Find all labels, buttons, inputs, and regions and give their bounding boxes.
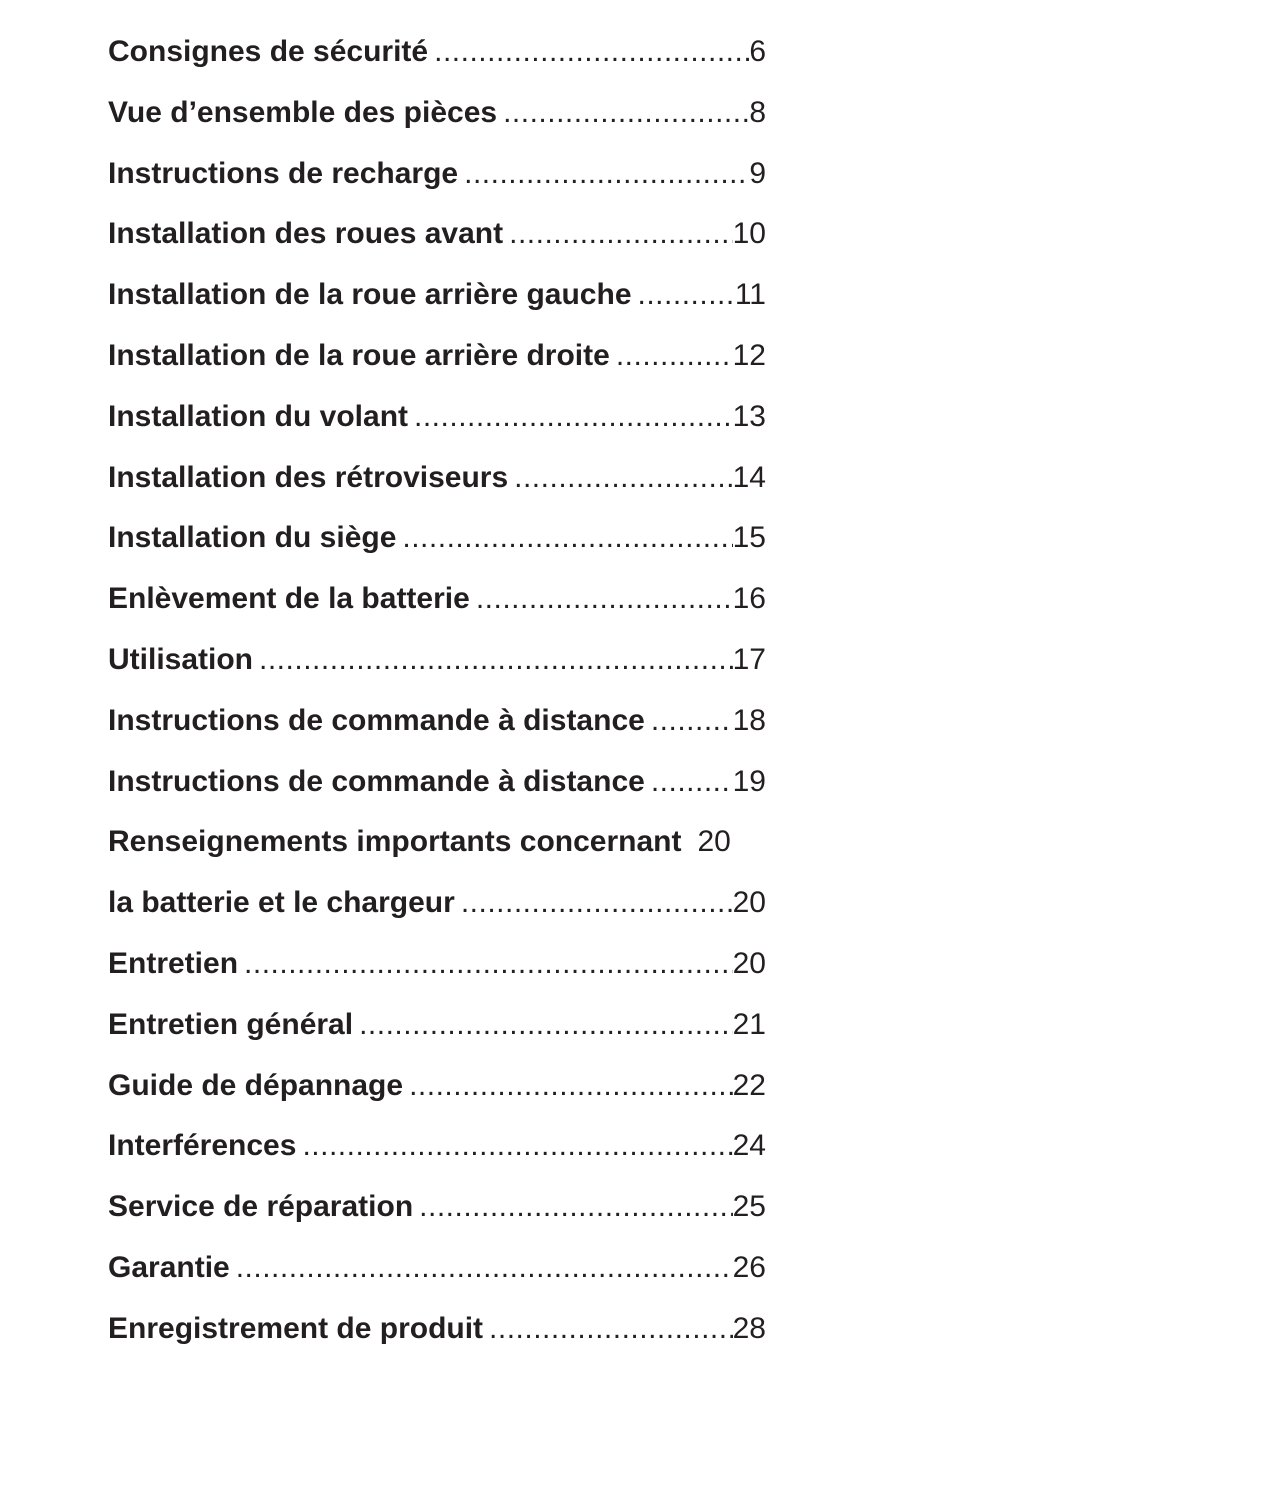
toc-entry[interactable] [108, 1002, 766, 1063]
toc-entry-page: 25 [732, 1190, 766, 1224]
toc-entry-page: 11 [734, 278, 766, 312]
toc-entry-title: Garantie [108, 1250, 230, 1284]
dot-leader [638, 272, 735, 318]
toc-entry[interactable] [108, 394, 766, 455]
dot-leader [302, 1123, 732, 1169]
toc-entry[interactable] [108, 1123, 766, 1184]
dot-leader [616, 333, 733, 379]
toc-entry-title: Renseignements importants concernant [108, 825, 682, 859]
dot-leader [409, 1063, 733, 1109]
dot-leader [464, 151, 749, 197]
toc-entry-page: 17 [732, 642, 766, 676]
toc-entry-page: 6 [749, 35, 766, 68]
toc-entry-page: 12 [732, 338, 766, 372]
toc-entry[interactable] [108, 333, 766, 394]
toc-entry-title: Utilisation [108, 642, 254, 676]
dot-leader [434, 29, 749, 75]
toc-entry-page: 21 [732, 1007, 766, 1041]
toc-entry-title: Installation des rétroviseurs [108, 460, 509, 494]
toc-entry[interactable] [108, 880, 766, 941]
dot-leader [359, 1002, 733, 1048]
toc-entry[interactable] [108, 576, 766, 637]
toc-entry[interactable] [108, 941, 766, 1002]
toc-entry-title: Entretien général [108, 1007, 354, 1041]
toc-entry-title: Interférences [108, 1129, 297, 1163]
toc-entry-title: Vue d’ensemble des pièces [108, 95, 498, 129]
dot-leader [503, 90, 749, 136]
toc-entry-page: 20 [732, 886, 766, 920]
toc-entry-title: Installation du volant [108, 399, 409, 433]
toc-entry[interactable] [108, 698, 766, 759]
toc-entry[interactable] [108, 819, 766, 880]
toc-entry[interactable] [108, 211, 766, 272]
toc-entry-page: 18 [732, 703, 766, 737]
toc-entry[interactable] [108, 637, 766, 698]
toc-entry-title: Service de réparation [108, 1190, 414, 1224]
toc-entry-page: 20 [697, 825, 731, 859]
toc-entry-page: 19 [732, 764, 766, 798]
toc-entry-page: 26 [732, 1250, 766, 1284]
toc-entry[interactable] [108, 759, 766, 820]
dot-leader [419, 1184, 732, 1230]
toc-entry[interactable] [108, 455, 766, 516]
toc-entry-page: 16 [732, 582, 766, 616]
toc-entry[interactable] [108, 90, 766, 151]
toc-entry-title: Enlèvement de la batterie [108, 582, 470, 616]
toc-entry-page: 13 [732, 399, 766, 433]
dot-leader [514, 455, 732, 501]
toc-entry-page: 14 [732, 460, 766, 494]
toc-entry-page: 20 [732, 946, 766, 980]
dot-leader [489, 1306, 733, 1352]
dot-leader [236, 1245, 733, 1291]
toc-entry-title: Enregistrement de produit [108, 1311, 484, 1345]
toc-entry[interactable] [108, 1184, 766, 1245]
toc-entry-title: la batterie et le chargeur [108, 886, 455, 920]
toc-entry-title: Instructions de recharge [108, 156, 459, 190]
toc-entry-title: Consignes de sécurité [108, 35, 429, 68]
dot-leader [461, 880, 733, 926]
toc-entry[interactable] [108, 151, 766, 212]
toc-entry-title: Instructions de commande à distance [108, 703, 645, 737]
toc-entry-title: Instructions de commande à distance [108, 764, 645, 798]
dot-leader [244, 941, 733, 987]
toc-entry-page: 9 [749, 156, 766, 190]
toc-entry-title: Entretien [108, 946, 239, 980]
dot-leader [259, 637, 733, 683]
toc-entry-page: 28 [732, 1311, 766, 1345]
dot-leader [476, 576, 733, 622]
toc-entry-title: Installation du siège [108, 521, 397, 555]
toc-entry-page: 8 [749, 95, 766, 129]
toc-entry-title: Guide de dépannage [108, 1068, 404, 1102]
toc-entry-page: 15 [732, 521, 766, 555]
toc-entry[interactable] [108, 515, 766, 576]
dot-leader [651, 759, 733, 805]
toc-entry[interactable] [108, 29, 766, 90]
dot-leader [651, 698, 733, 744]
toc-entry-title: Installation des roues avant [108, 217, 504, 251]
toc-entry-page: 10 [732, 217, 766, 251]
toc-entry[interactable] [108, 1306, 766, 1367]
toc-entry-title: Installation de la roue arrière gauche [108, 278, 632, 312]
toc-entry[interactable] [108, 272, 766, 333]
toc-entry[interactable] [108, 1063, 766, 1124]
toc-entry-page: 22 [732, 1068, 766, 1102]
dot-leader [402, 515, 732, 561]
dot-leader [414, 394, 733, 440]
dot-leader [509, 211, 733, 257]
toc-entry-title: Installation de la roue arrière droite [108, 338, 610, 372]
toc-entry-page: 24 [732, 1129, 766, 1163]
table-of-contents [108, 29, 808, 1367]
toc-entry[interactable] [108, 1245, 766, 1306]
